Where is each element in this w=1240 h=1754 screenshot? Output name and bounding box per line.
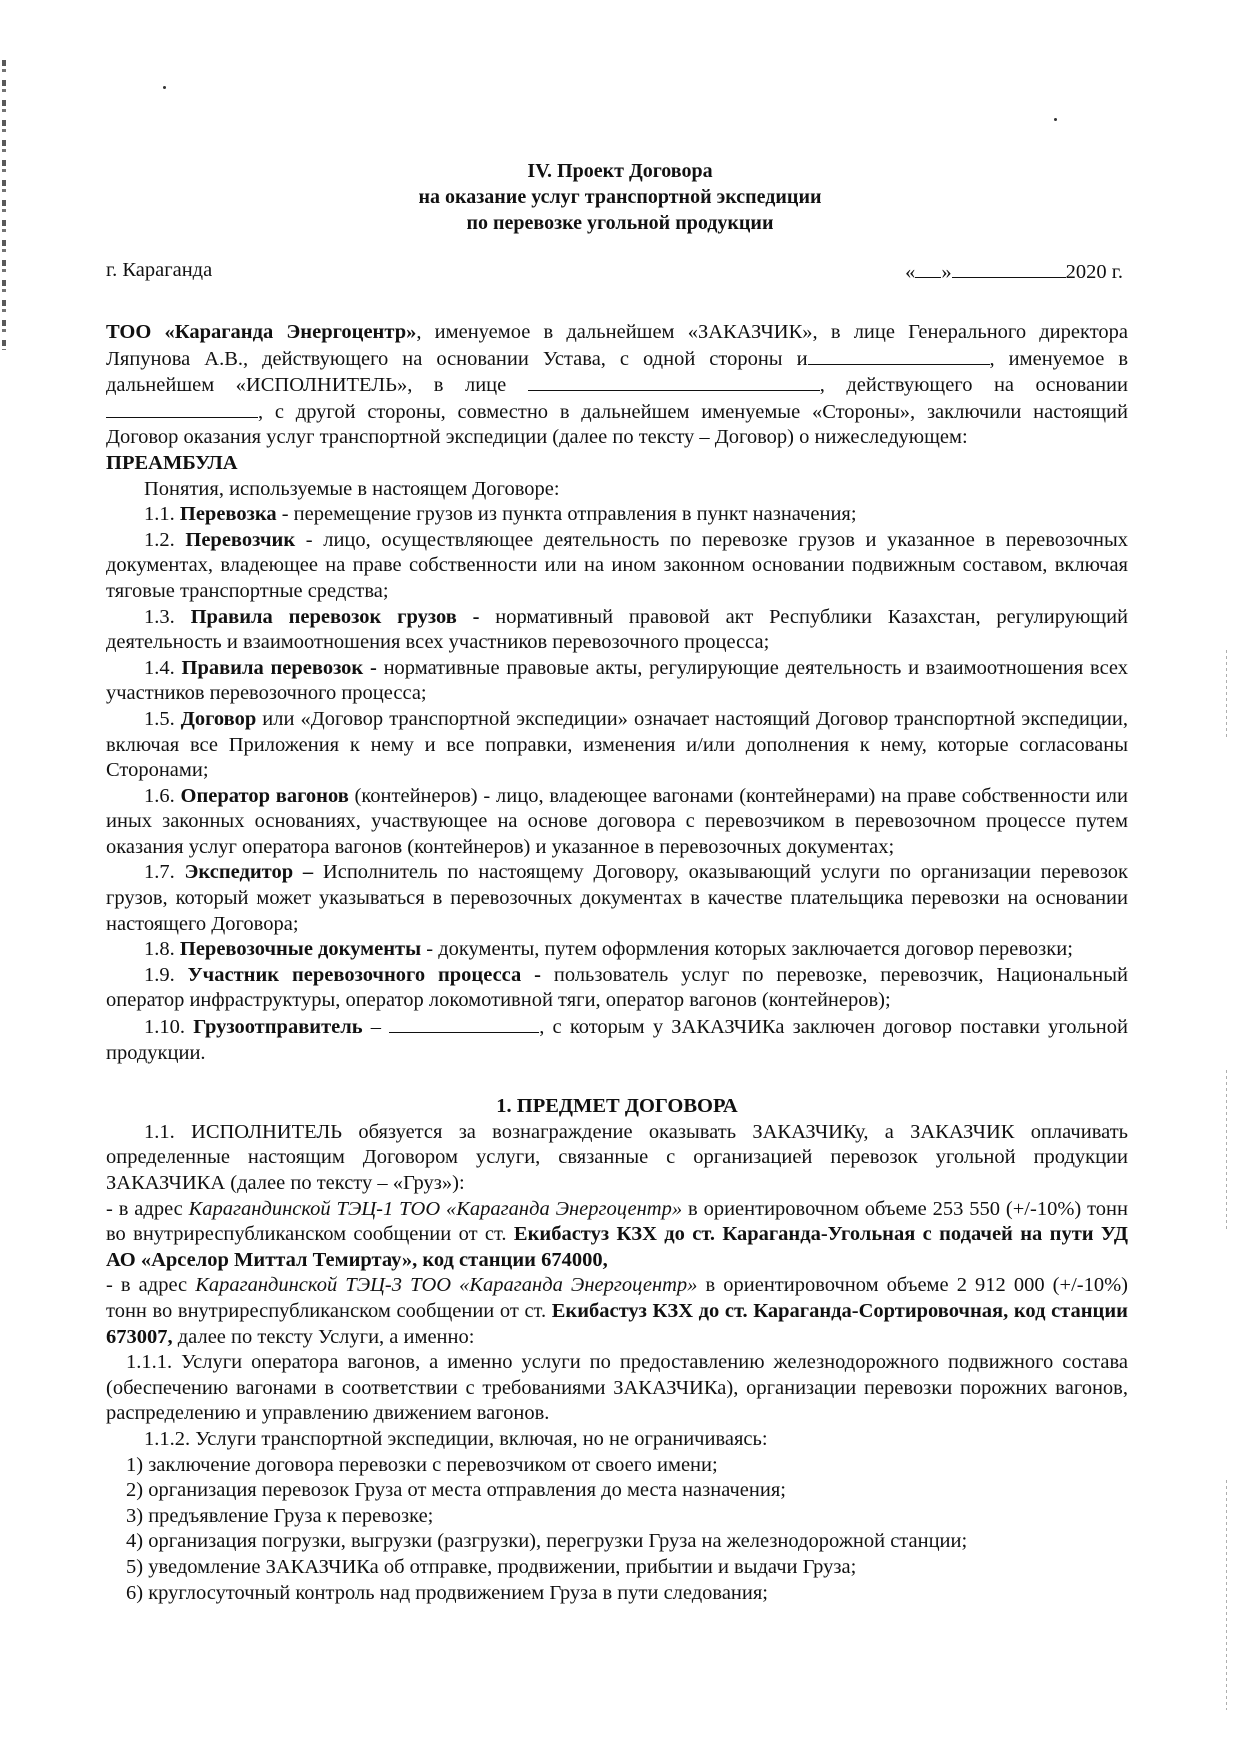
scan-dot (163, 86, 166, 89)
city: г. Караганда (106, 259, 213, 281)
preamble-item: 1.8. Перевозочные документы - документы, путем оформления которых заключается договор перевозки; (144, 938, 1073, 961)
scan-edge-line (1226, 650, 1227, 740)
preamble-item: 1.6. Оператор вагонов (контейнеров) - лицо, владеющее вагонами (контейнерами) на праве собственности или иных законных основаниях, участвующее на основе договора с перевозчиком в перевозочном процессе путем оказания услуг оператора вагонов (контейнеров) и указанное в перевозочных документах; (106, 784, 1128, 858)
preamble-item: 1.7. Экспедитор – Исполнитель по настоящему Договору, оказывающий услуги по организации перевозок грузов, который может указываться в перевозочных документах в качестве плательщика перевозки на основании настоящего Договора; (106, 861, 1129, 935)
preamble-item: 1.2. Перевозчик - лицо, осуществляющее деятельность по перевозке грузов и указанное в перевозочных документах, владеющее на праве собственности или на ином законном основании подвижным составом, включая тяговые транспортные средства; (106, 528, 1129, 602)
preamble-item: 1.1. Перевозка - перемещение грузов из пункта отправления в пункт назначения; (144, 503, 857, 526)
customer-name: ТОО «Караганда Энергоцентр» (106, 321, 417, 343)
place-date-row (106, 259, 1123, 285)
title-line-3: по перевозке угольной продукции (466, 212, 774, 234)
section-1-heading: 1. ПРЕДМЕТ ДОГОВОРА (496, 1095, 738, 1118)
scan-edge-line (1226, 1480, 1227, 1710)
contract-date: « » 2020 г. (905, 261, 1123, 283)
document-title (0, 158, 1240, 236)
service-list-item: 4) организация погрузки, выгрузки (разгрузки), перегрузки Груза на железнодорожной станции; (126, 1530, 968, 1553)
blank-representative (528, 372, 820, 391)
clause-1-1: 1.1. ИСПОЛНИТЕЛЬ обязуется за вознаграждение оказывать ЗАКАЗЧИКу, а ЗАКАЗЧИК оплачивать определенные настоящим Договором услуги, связанные с организацией перевозок угольной продукции ЗАКАЗЧИКА (далее по тексту – «Груз»): (106, 1120, 1128, 1194)
preamble-heading: ПРЕАМБУЛА (106, 451, 238, 474)
preamble-item: 1.10. Грузоотправитель – , с которым у ЗАКАЗЧИКа заключен договор поставки угольной продукции. (106, 1016, 1128, 1064)
document-body (106, 320, 1128, 1606)
blank-shipper (389, 1014, 539, 1033)
scan-edge-line (1226, 1070, 1227, 1230)
service-list-item: 1) заключение договора перевозки с перевозчиком от своего имени; (126, 1453, 718, 1476)
clause-1-1-1: 1.1.1. Услуги оператора вагонов, а именно услуги по предоставлению железнодорожного подвижного состава (обеспечению вагонами в соответствии с требованиями ЗАКАЗЧИКа), организации перевозки порожних вагонов, распределению и управлению движением вагонов. (106, 1351, 1128, 1425)
preamble-item: 1.9. Участник перевозочного процесса - пользователь услуг по перевозке, перевозчик, Национальный оператор инфраструктуры, оператор локомотивной тяги, оператор вагонов (контейнеров); (106, 963, 1128, 1012)
service-list-item: 5) уведомление ЗАКАЗЧИКа об отправке, продвижении, прибытии и выдачи Груза; (126, 1555, 857, 1578)
intro-paragraph: ТОО «Караганда Энергоцентр», именуемое в дальнейшем «ЗАКАЗЧИК», в лице Генерального директора Ляпунова А.В., действующего на основании Устава, с одной стороны и , именуемое в дальнейшем «ИСПОЛНИТЕЛЬ», в лице , действующего на основании , с другой стороны, совместно в дальнейшем именуемые «Стороны», заключили настоящий Договор оказания услуг транспортной экспедиции (далее по тексту – Договор) о нижеследующем: (106, 321, 1129, 449)
preamble-lead: Понятия, используемые в настоящем Договоре: (144, 477, 560, 500)
destination-tec3: - в адрес Карагандинской ТЭЦ-3 ТОО «Караганда Энергоцентр» в ориентировочном объеме 2 912 000 (+/-10%) тонн во внутриреспубликанском сообщении от ст. Екибастуз КЗХ до ст. Караганда-Сортировочная, код станции 673007, далее по тексту Услуги, а именно: (106, 1274, 1128, 1348)
service-list-item: 3) предъявление Груза к перевозке; (126, 1504, 434, 1527)
preamble-item: 1.5. Договор или «Договор транспортной экспедиции» означает настоящий Договор транспортной экспедиции, включая все Приложения к нему и все поправки, изменения и/или дополнения к нему, которые согласованы Сторонами; (106, 707, 1128, 782)
preamble-item: 1.4. Правила перевозок - нормативные правовые акты, регулирующие деятельность и взаимоотношения всех участников перевозочного процесса; (106, 656, 1129, 705)
scan-dot (1054, 118, 1057, 121)
blank-contractor (808, 346, 990, 365)
service-list-item: 2) организация перевозок Груза от места отправления до места назначения; (126, 1479, 786, 1502)
preamble-item: 1.3. Правила перевозок грузов - нормативный правовой акт Республики Казахстан, регулирующий деятельность и взаимоотношения всех участников перевозочного процесса; (106, 605, 1129, 654)
title-line-2: на оказание услуг транспортной экспедиции (418, 186, 822, 208)
destination-tec1: - в адрес Карагандинской ТЭЦ-1 ТОО «Караганда Энергоцентр» в ориентировочном объеме 253 550 (+/-10%) тонн во внутриреспубликанском сообщении от ст. Екибастуз КЗХ до ст. Караганда-Угольная с подачей на пути УД АО «Арселор Миттал Темиртау», код станции 674000, (106, 1197, 1129, 1271)
blank-basis (106, 399, 258, 418)
clause-1-1-2: 1.1.2. Услуги транспортной экспедиции, включая, но не ограничиваясь: (144, 1427, 768, 1450)
title-line-1: IV. Проект Договора (527, 160, 713, 182)
service-list-item: 6) круглосуточный контроль над продвижением Груза в пути следования; (126, 1581, 768, 1604)
